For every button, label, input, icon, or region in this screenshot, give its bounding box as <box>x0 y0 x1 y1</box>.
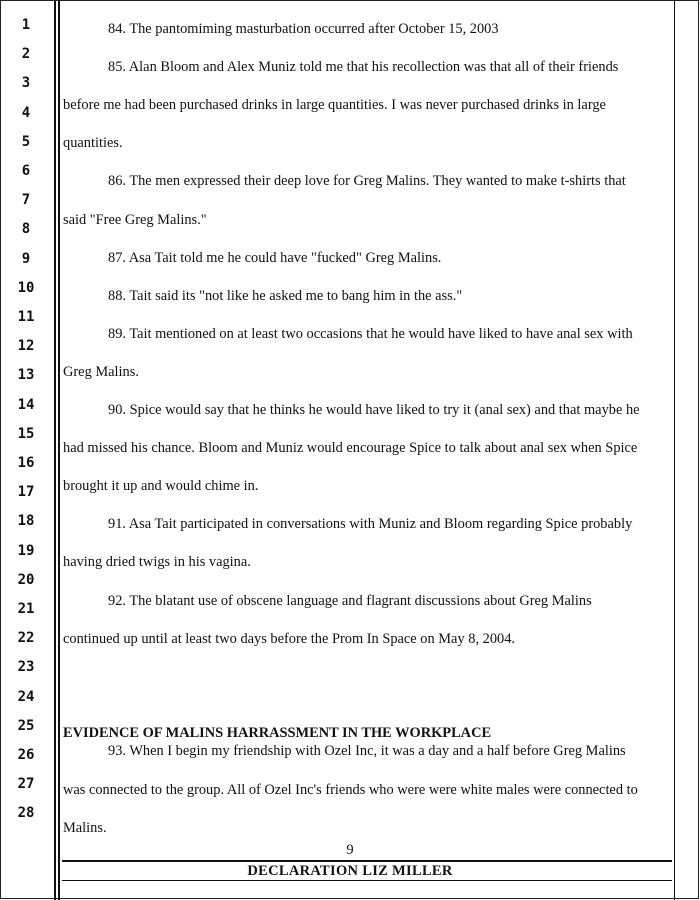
line-number: 4 <box>21 104 31 121</box>
body-text-line: said "Free Greg Malins." <box>63 211 207 228</box>
line-number: 28 <box>17 805 35 822</box>
line-number: 23 <box>17 659 35 676</box>
line-number: 10 <box>17 279 35 296</box>
line-number: 1 <box>21 17 31 33</box>
page-number: 9 <box>346 842 354 858</box>
line-number: 13 <box>17 367 35 384</box>
line-number: 14 <box>17 396 35 413</box>
line-number: 22 <box>17 630 35 647</box>
line-number: 6 <box>21 163 31 179</box>
line-number: 5 <box>21 133 31 150</box>
line-number: 15 <box>17 425 35 442</box>
left-margin-rule-inner <box>58 0 60 900</box>
body-text-line: having dried twigs in his vagina. <box>63 554 251 571</box>
footer-rule-bottom <box>62 880 672 881</box>
line-number: 21 <box>17 601 35 617</box>
footer-rule-top <box>62 860 672 862</box>
section-text-line: was connected to the group. All of Ozel Inc's friends who were were white males were connected to <box>63 781 638 798</box>
line-number: 9 <box>21 250 31 267</box>
line-number: 25 <box>17 717 35 734</box>
line-number: 27 <box>17 776 35 793</box>
body-text-line: had missed his chance. Bloom and Muniz would encourage Spice to talk about anal sex when Spice <box>63 440 638 457</box>
line-number: 26 <box>17 747 35 763</box>
line-number: 17 <box>17 484 35 501</box>
line-number: 11 <box>17 309 35 325</box>
section-text-line: Malins. <box>63 820 107 836</box>
line-number: 18 <box>17 513 35 530</box>
body-text-line: 92. The blatant use of obscene language and flagrant discussions about Greg Malins <box>108 592 592 609</box>
line-number: 7 <box>21 192 31 209</box>
left-margin-rule <box>54 0 56 900</box>
line-number: 12 <box>17 338 35 355</box>
line-number: 20 <box>17 571 35 588</box>
body-text-line: quantities. <box>63 135 123 152</box>
section-heading: EVIDENCE OF MALINS HARRASSMENT IN THE WORKPLACE <box>63 725 492 741</box>
body-text-line: 84. The pantomiming masturbation occurred after October 15, 2003 <box>108 21 499 37</box>
body-text-line: before me had been purchased drinks in large quantities. I was never purchased drinks in large <box>63 97 606 114</box>
body-text-line: 86. The men expressed their deep love for Greg Malins. They wanted to make t-shirts that <box>108 173 626 190</box>
line-number: 3 <box>21 75 31 92</box>
body-text-line: 90. Spice would say that he thinks he would have liked to try it (anal sex) and that maybe he <box>108 402 640 418</box>
body-text-line: 88. Tait said its "not like he asked me to bang him in the ass." <box>108 287 463 304</box>
line-number: 8 <box>21 221 31 238</box>
body-text-line: 89. Tait mentioned on at least two occasions that he would have liked to have anal sex with <box>108 325 633 342</box>
body-text-line: continued up until at least two days before the Prom In Space on May 8, 2004. <box>63 630 516 647</box>
body-text-line: 91. Asa Tait participated in conversations with Muniz and Bloom regarding Spice probably <box>108 516 633 533</box>
line-number: 2 <box>21 46 31 63</box>
right-margin-rule <box>674 0 675 900</box>
section-text-line: 93. When I begin my friendship with Ozel Inc, it was a day and a half before Greg Malins <box>108 743 626 759</box>
footer-document-title: DECLARATION LIZ MILLER <box>247 863 453 879</box>
body-text-line: Greg Malins. <box>63 363 139 380</box>
body-text-line: brought it up and would chime in. <box>63 478 259 495</box>
line-number: 19 <box>17 542 35 559</box>
body-text-line: 85. Alan Bloom and Alex Muniz told me that his recollection was that all of their friends <box>108 59 619 76</box>
line-number: 16 <box>17 455 35 471</box>
body-text-line: 87. Asa Tait told me he could have "fucked" Greg Malins. <box>108 249 442 266</box>
line-number: 24 <box>17 688 35 705</box>
